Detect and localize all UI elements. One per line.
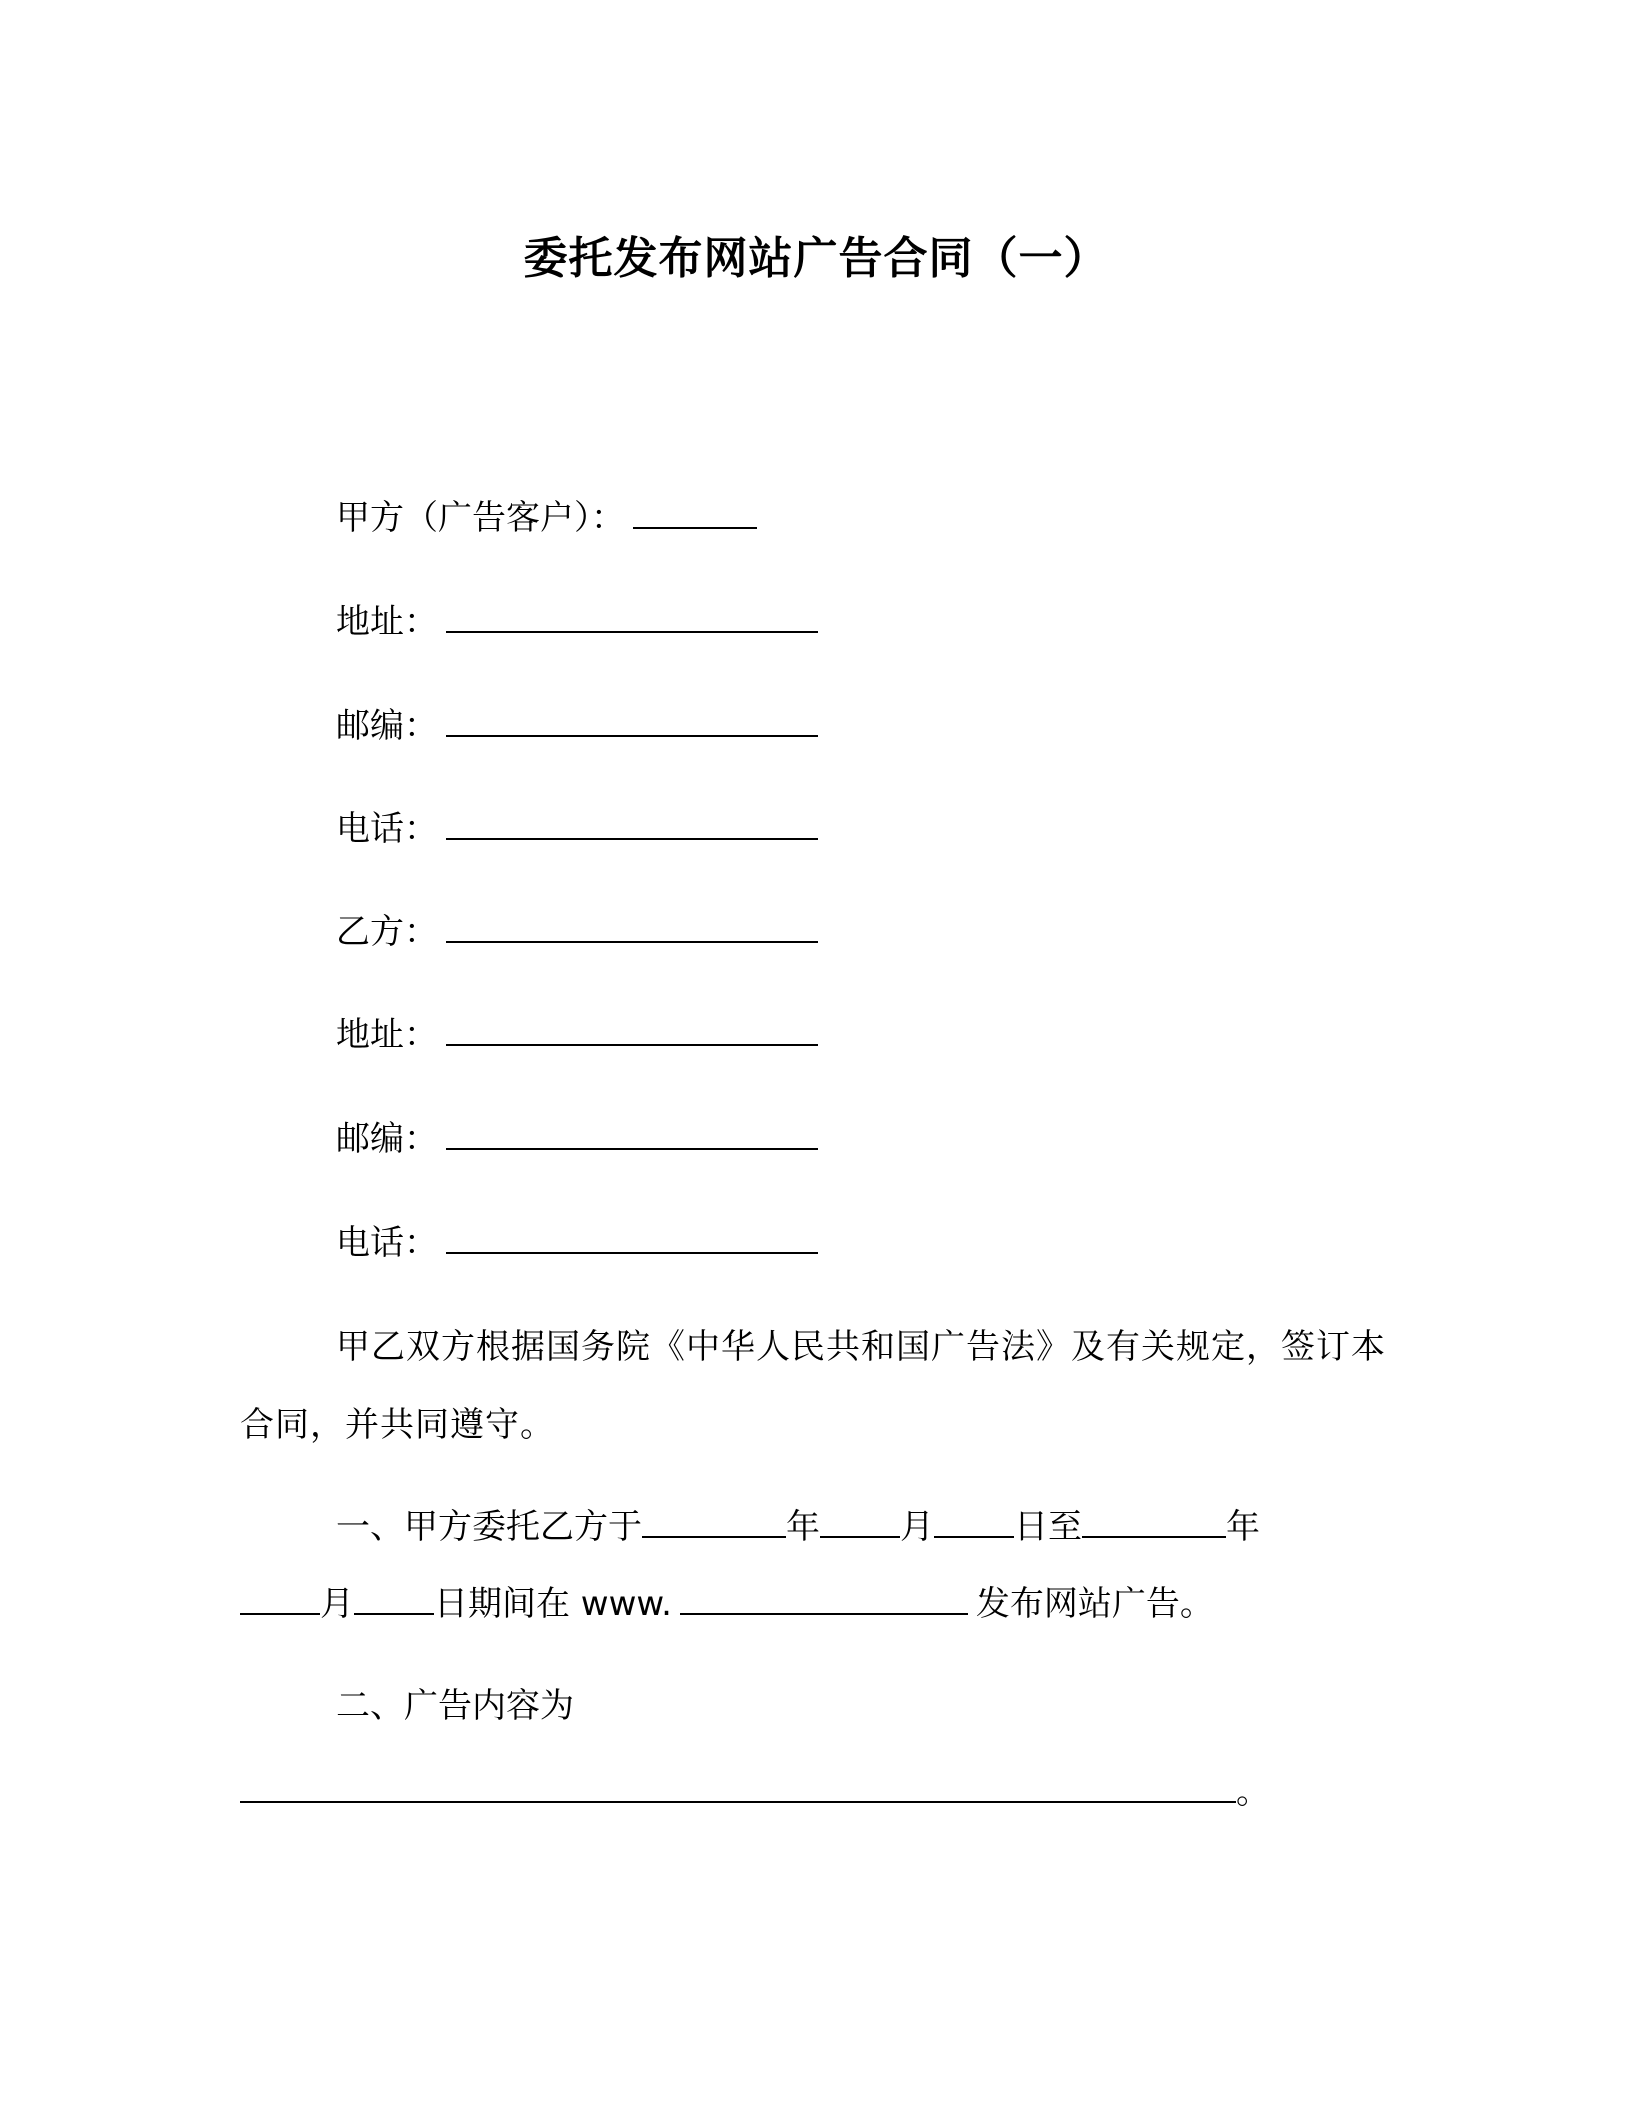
ad-content-blank: [240, 1771, 1236, 1803]
party-b-address-label: 地址：: [336, 1015, 438, 1055]
document-title: 委托发布网站广告合同（一）: [523, 233, 1109, 284]
party-a-postcode-label: 邮编：: [336, 706, 438, 746]
end-day-blank: [354, 1583, 434, 1615]
party-a-phone-blank: [446, 808, 818, 840]
clause-1-year-1: 年: [786, 1507, 820, 1547]
party-a-address-blank: [446, 601, 818, 633]
clause-1-intro: 一、甲方委托乙方于: [336, 1507, 642, 1547]
clause-1-publish: 发布网站广告。: [975, 1584, 1214, 1624]
clause-1-month-1: 月: [900, 1507, 934, 1547]
party-b-name-field: [336, 910, 818, 954]
party-a-address-label: 地址：: [336, 602, 438, 642]
clause-1-line-1: [336, 1505, 1260, 1549]
preamble-paragraph: 甲乙双方根据国务院《中华人民共和国广告法》及有关规定，签订本合同，并共同遵守。: [240, 1327, 1386, 1445]
clause-2-heading: 二、广告内容为: [336, 1686, 574, 1726]
party-b-phone-label: 电话：: [336, 1223, 438, 1263]
party-a-postcode-field: [336, 704, 818, 748]
party-a-name-label: 甲方（广告客户）：: [336, 498, 625, 538]
clause-1-period: 日期间在 www.: [434, 1584, 672, 1624]
party-a-name-blank: [633, 497, 757, 529]
end-year-blank: [1082, 1506, 1226, 1538]
clause-1-day-to: 日至: [1014, 1507, 1082, 1547]
party-a-address-field: [336, 600, 818, 644]
end-month-blank: [240, 1583, 320, 1615]
clause-2-content-line: [240, 1770, 1270, 1814]
party-a-postcode-blank: [446, 705, 818, 737]
party-b-address-blank: [446, 1014, 818, 1046]
start-month-blank: [820, 1506, 900, 1538]
party-a-phone-field: [336, 807, 818, 851]
party-b-name-label: 乙方：: [336, 912, 438, 952]
clause-1-line-2: [240, 1582, 1214, 1626]
start-day-blank: [934, 1506, 1014, 1538]
party-b-postcode-field: [336, 1117, 818, 1161]
party-b-postcode-blank: [446, 1118, 818, 1150]
clause-1-month-2: 月: [320, 1584, 354, 1624]
party-b-name-blank: [446, 911, 818, 943]
party-b-phone-field: [336, 1221, 818, 1265]
party-a-name-field: [336, 496, 757, 540]
party-b-postcode-label: 邮编：: [336, 1119, 438, 1159]
start-year-blank: [642, 1506, 786, 1538]
party-b-address-field: [336, 1013, 818, 1057]
party-a-phone-label: 电话：: [336, 809, 438, 849]
clause-2-end: 。: [1236, 1772, 1270, 1812]
website-blank: [680, 1583, 968, 1615]
party-b-phone-blank: [446, 1222, 818, 1254]
clause-1-year-2: 年: [1226, 1507, 1260, 1547]
